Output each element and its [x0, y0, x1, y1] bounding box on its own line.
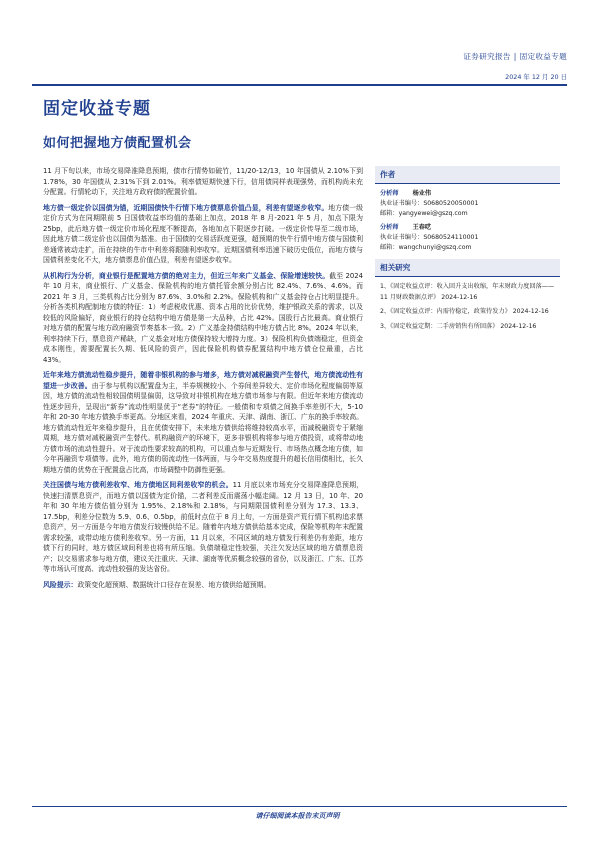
- analyst-card: 分析师 王春呓 执业证书编号：S0680524110001 邮箱：wangchunyi@gszq.com: [380, 224, 479, 251]
- paragraph-2: 从机构行为分析，商业银行是配置地方债的绝对主力，但近三年来广义基金、保险增速较快。截至 2024 年 10 月末，商业银行、广义基金、保险机构的地方债托管余额分别占比 82.4%、7.6%、4.6%。而 2021 年 3 月，三类机构占比分别为 87.6%、3.0%和 2.2%。保险机构和广义基金持仓占比明显提升。分析各类机构配制地方债的特征：1）考虑税收优惠、资本占用的比价优势，维护银政关系的需求，以及较低的风险偏好，商业银行的持仓结构中地方债是第一大品种，占比 42%。国股行占比最高。商业银行对地方债的配置与地方政府融资节奏基本一致。2）广义基金持债结构中地方债占比 8%。2024 年以来，利率持续下行，票息资产稀缺，广义基金对地方债保持较大增持力度。3）保险机构负债端稳定，但资金成本刚性，需要配置长久期、低风险的资产，因此保险机构债券配置结构中地方债仓位最重，占比 43%。: [43, 271, 363, 364]
- analyst-email[interactable]: wangchunyi@gszq.com: [398, 244, 472, 251]
- analyst-card: 分析师 杨业伟 执业证书编号：S0680520050001 邮箱：yangyewei@gszq.com: [380, 190, 479, 217]
- license-number: S0680524110001: [423, 234, 479, 241]
- related-report-item[interactable]: 3、《固定收益定期：二手房销售有所回落》 2024-12-16: [380, 322, 537, 330]
- report-category: 证券研究报告 | 固定收益专题: [463, 52, 567, 61]
- related-research-list: [375, 282, 560, 332]
- analyst-name: 王春呓: [412, 224, 432, 231]
- license-number: S0680520050001: [423, 200, 479, 207]
- page-title: 固定收益专题: [43, 99, 151, 119]
- report-date: 2024 年 12 月 20 日: [505, 73, 567, 81]
- risk-paragraph: 风险提示：政策变化超预期、数据统计口径存在误差、地方债供给超预期。: [43, 580, 271, 589]
- report-body: [43, 166, 363, 595]
- footer-disclaimer: 请仔细阅读本报告末页声明: [255, 812, 340, 820]
- related-report-item[interactable]: 1、《固定收益点评：收入回升支出收缩，年末财政力度回落——11 月财政数据点评》 2024-12-16: [380, 283, 555, 301]
- report-subtitle: 如何把握地方债配置机会: [43, 136, 192, 151]
- paragraph-1: 地方债一级定价以国债为锚，近期国债快牛行情下地方债票息价值凸显，利差有望逐步收窄。地方债一级定价方式为在同期限前 5 日国债收益率均值的基础上加点，2018 年 8 月-2021 年 5 月，加点下限为 25bp，此后地方债一级定价市场化程度不断提高，各地加点下限逐步打破。一级定价传导至二级市场，因此地方债二级定价也以国债为基准。由于国债的交易活跃度更强，超预期的快牛行情中地方债与国债利差通常被动走扩，而在持续的牛市中利差将跟随利率收窄。近期国债利率迅速下破历史低位，而地方债与国债利差变化不大，地方债票息价值凸显，利差有望逐步收窄。: [43, 203, 364, 264]
- paragraph-4: 关注国债与地方债利差收窄、地方债地区间利差收窄的机会。11 月底以来市场充分交易降准降息预期，快速扫清票息资产，而地方债以国债为定价锚，二者利差反而震荡小幅走阔。12 月 13 日，10 年、20 年和 30 年地方债估值分别为 1.95%、2.18%和 2.18%，与同期限国债利差分别为 17.3、13.3、17.5bp，利差分位数为 5.9、0.6、0.5bp，前低时点位于 8 月上旬，一方面是资产荒行情下机构追求票息资产，另一方面是今年地方债发行较慢供给不足。随着年内地方债供给基本完成，保险等机构年末配置需求较强，或带动地方债利差收窄。另一方面，11 月以来，不同区域的地方债发行利差仍有差距，地方债下行的同时，地方债区域间利差也将有所压缩。负债端稳定性较强，关注欠发达区域的地方债票息资产；以交易需求参与地方债，建议关注重庆、天津、湖南等优质概念较强的省份，以及浙江、广东、江苏等市场认可度高、流动性较强的发达省份。: [43, 481, 363, 573]
- authors-heading: 作者: [375, 166, 560, 184]
- analyst-email[interactable]: yangyewei@gszq.com: [398, 210, 468, 217]
- paragraph-3: 近年来地方债流动性稳步提升，随着非银机构的参与增多，地方债对减税融资产生替代，地方债流动性有望进一步改善。由于参与机构以配置盘为主，半券规模较小、个券间差异较大、定价市场化程度偏弱等原因，地方债的流动性相较国债明显偏弱，这导致对非银机构在地方债市场参与有限。但近年来地方债流动性逐步回升，呈现出“新券”流动性明显优于“老券”的特征。一般债和专项债之间换手率差别不大，5-10 年和 20-30 年地方债换手率更高。分地区来看，2024 年重庆、天津、湖南、浙江、广东的换手率较高。地方债流动性近年来稳步提升，且在优债安排下，未来地方债供给将维持较高水平，而减税融资专于紧缩周期，地方债对减税融资产生替代。机构融资产的环境下，更多非银机构将参与地方债投资，或将带动地方债市场的流动性提升。对于流动性要求较高的机构，可以重点参与近期发行、市场热点概念地方债，如今年再融资专项债等。此外，地方债的弱流动性一体两面，与今年交易热度提升的超长信用债相比，长久期地方债的优势在于配置盘占比高，市场调整中防御性更强。: [43, 371, 364, 474]
- sidebar: [375, 166, 560, 336]
- footer-divider: [32, 806, 567, 807]
- related-report-item[interactable]: 2、《固定收益点评：内需待稳定，政策待发力》 2024-12-16: [380, 308, 549, 315]
- intro-paragraph: 11 月下旬以来，市场交易降准降息预期，债市行情势如破竹，11/20-12/13，10 年国债从 2.10%下到 1.78%，30 年国债从 2.31%下到 2.01%。利率债短期快速下行，信用债同样表现强势，而机构尚未充分配置。行情轮动下，关注地方政府债的配置价值。: [43, 167, 363, 196]
- related-research-heading: 相关研究: [375, 259, 560, 277]
- analyst-name: 杨业伟: [412, 190, 432, 197]
- header-divider: [32, 84, 567, 86]
